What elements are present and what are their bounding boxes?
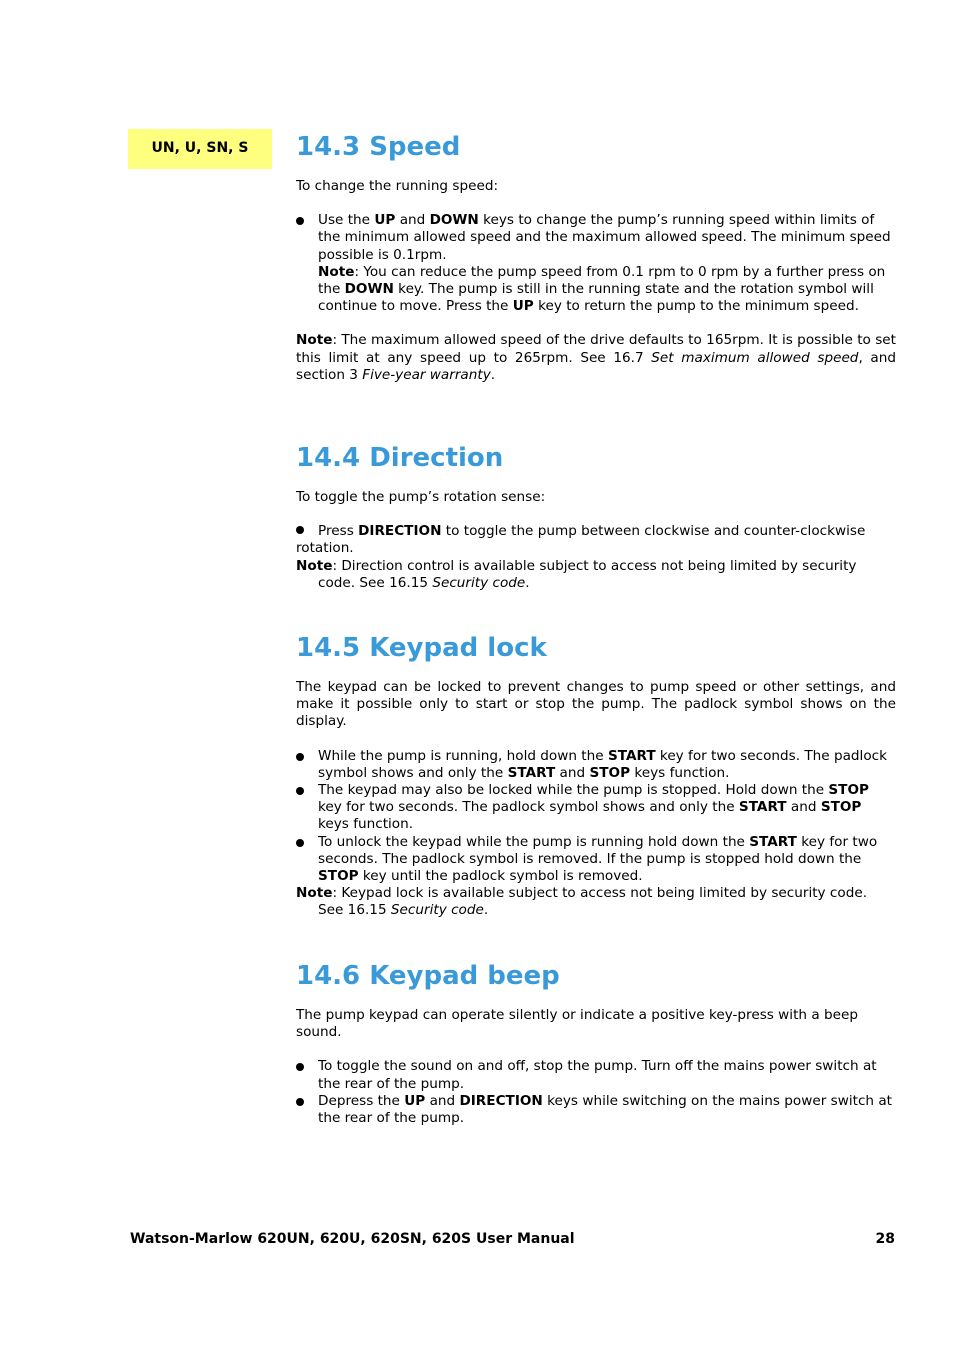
text: : The maximum allowed speed of the drive defaults to 165rpm. It is possible to set this limit at any speed up to 265rpm. See 16.7 — [296, 332, 896, 366]
key-name: UP — [374, 212, 396, 229]
text: To toggle the sound on and off, stop the pump. Turn off the mains power switch at the rear of the pump. — [318, 1058, 877, 1092]
page-footer — [130, 1231, 895, 1248]
text: Use the — [318, 212, 375, 229]
key-name: STOP — [820, 799, 862, 816]
key-name: DIRECTION — [459, 1092, 543, 1109]
text: key. The pump is still in the running state and the rotation symbol will continue to move. Press the — [318, 281, 874, 315]
section-title: 14.3 Speed — [296, 132, 461, 162]
footer-title: Watson-Marlow 620UN, 620U, 620SN, 620S User Manual — [130, 1231, 575, 1247]
text: , and section 3 — [296, 349, 896, 383]
text: While the pump is running, hold down the — [318, 747, 608, 764]
section-title: 14.6 Keypad beep — [296, 961, 560, 991]
key-name: UP — [404, 1092, 426, 1109]
section-14-4 — [296, 442, 896, 592]
text: key until the padlock symbol is removed. — [358, 868, 643, 885]
note-label: Note — [296, 885, 333, 902]
key-name: START — [749, 833, 797, 850]
bullet-list — [296, 212, 896, 315]
list-item — [296, 782, 896, 834]
section-14-5 — [296, 632, 896, 920]
bullet-icon — [296, 839, 304, 847]
text: The keypad may also be locked while the pump is stopped. Hold down the — [318, 782, 829, 799]
text: . — [490, 366, 496, 383]
text: Press — [318, 523, 359, 540]
text: key for two seconds. The padlock symbol shows and only the — [318, 799, 739, 816]
model-tag — [128, 129, 272, 169]
list-item — [296, 1058, 896, 1092]
text: and — [395, 212, 430, 229]
list-item — [296, 748, 896, 782]
bullet-list — [296, 748, 896, 886]
text: and — [555, 764, 590, 781]
text: key for two seconds. The padlock symbol is removed. If the pump is stopped hold down the — [318, 833, 878, 867]
key-name: START — [738, 799, 787, 816]
note-label: Note — [318, 263, 355, 280]
bullet-icon — [296, 1063, 304, 1071]
section-14-6 — [296, 960, 896, 1127]
text: . — [483, 902, 489, 919]
bullet-icon — [296, 787, 304, 795]
text: keys function. — [630, 764, 730, 781]
key-name: START — [507, 764, 556, 781]
text: keys function. — [318, 816, 414, 833]
text: key to return the pump to the minimum speed. — [533, 298, 859, 315]
bullet-icon — [296, 1098, 304, 1106]
section-intro: The pump keypad can operate silently or indicate a positive key-press with a beep sound. — [296, 1007, 858, 1041]
section-14-3 — [296, 131, 896, 384]
bullet-icon — [296, 526, 304, 534]
model-tag-label: UN, U, SN, S — [151, 140, 249, 157]
section-intro: To change the running speed: — [296, 178, 499, 194]
key-name: START — [607, 747, 656, 764]
text: : You can reduce the pump speed from 0.1 rpm to 0 rpm by a further press on the — [318, 263, 886, 298]
note-label: Note — [296, 557, 333, 574]
text: . — [525, 574, 530, 591]
list-item — [296, 212, 896, 315]
bullet-list — [296, 1058, 896, 1127]
text: and — [786, 799, 821, 816]
text: key for two seconds. The padlock symbol shows and only the — [318, 747, 887, 781]
bullet-icon — [296, 217, 304, 225]
text: to toggle the pump between clockwise and counter-clockwise rotation. — [296, 523, 866, 557]
note-label: Note — [296, 332, 333, 349]
reference: Security code — [390, 902, 484, 919]
reference: Five-year warranty — [362, 366, 491, 383]
section-title: 14.5 Keypad lock — [296, 633, 547, 663]
text: and — [425, 1092, 460, 1109]
list-item — [296, 834, 896, 886]
text: To unlock the keypad while the pump is running hold down the — [318, 833, 750, 850]
key-name: STOP — [589, 764, 631, 781]
key-name: DIRECTION — [358, 523, 442, 540]
text: Depress the — [318, 1092, 405, 1109]
key-name: DOWN — [429, 212, 479, 229]
key-name: UP — [512, 298, 534, 315]
key-name: STOP — [318, 868, 359, 885]
text: : Keypad lock is available subject to access not being limited by security code. See 16.15 — [318, 885, 868, 919]
reference: Set maximum allowed speed — [651, 349, 859, 366]
text: keys to change the pump’s running speed within limits of the minimum allowed speed and the maximum allowed speed. The minimum speed possible is 0.1rpm. — [318, 212, 891, 263]
bullet-icon — [296, 753, 304, 761]
reference: Security code — [432, 574, 526, 591]
note-paragraph — [296, 332, 896, 384]
key-name: STOP — [828, 782, 869, 799]
text: keys while switching on the mains power switch at the rear of the pump. — [318, 1092, 893, 1127]
note-paragraph — [296, 885, 896, 919]
text: : Direction control is available subject to access not being limited by security code. See 16.15 — [318, 557, 857, 591]
key-name: DOWN — [344, 281, 394, 298]
page-number: 28 — [875, 1231, 895, 1247]
list-item — [296, 1093, 896, 1127]
section-title: 14.4 Direction — [296, 443, 504, 473]
section-intro: The keypad can be locked to prevent changes to pump speed or other settings, and make it possible only to start or stop the pump. The padlock symbol shows on the display. — [296, 679, 896, 730]
list-item — [296, 523, 896, 557]
section-intro: To toggle the pump’s rotation sense: — [296, 489, 546, 505]
note-paragraph — [296, 558, 896, 592]
